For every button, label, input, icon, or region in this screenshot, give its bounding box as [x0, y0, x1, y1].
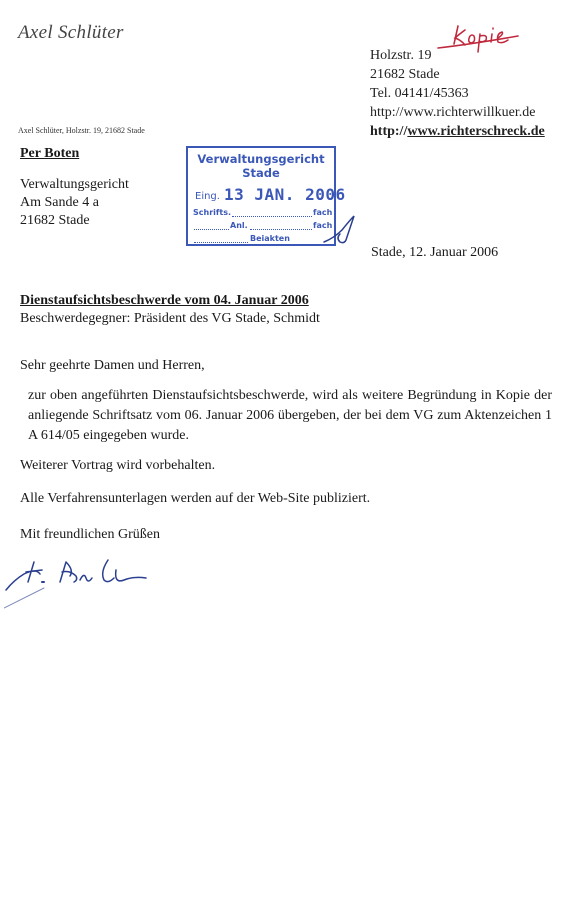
closing-phrase: Mit freundlichen Grüßen [20, 527, 160, 542]
stamp-row3-label: Beiakten [250, 234, 290, 243]
publication-sentence: Alle Verfahrensunterlagen werden auf der Web-Site publiziert. [20, 491, 371, 506]
handwritten-signature [4, 540, 164, 610]
respondent-line: Beschwerdegegner: Präsident des VG Stade, Schmidt [20, 311, 320, 326]
sender-city: 21682 Stade [370, 67, 440, 82]
stamp-city: Stade [242, 166, 280, 180]
sender-name: Axel Schlüter [18, 22, 124, 43]
letter-date: Stade, 12. Januar 2006 [371, 245, 499, 260]
delivery-method: Per Boten [20, 146, 80, 161]
stamp-row1-label: Schrifts. [193, 208, 231, 217]
stamp-row2-suffix: fach [313, 221, 333, 230]
sender-address-block [370, 46, 545, 141]
sender-url-1[interactable]: http://www.richterwillkuer.de [370, 105, 536, 120]
stamp-row2-dots-left [194, 229, 229, 230]
letter-subject: Dienstaufsichtsbeschwerde vom 04. Januar 2006 [20, 293, 309, 308]
court-receipt-stamp [186, 146, 346, 246]
stamp-court-name: Verwaltungsgericht [197, 152, 325, 166]
stamp-received-date: 13 JAN. 2006 [224, 185, 346, 204]
return-address-line: Axel Schlüter, Holzstr. 19, 21682 Stade [18, 126, 145, 135]
stamp-row1-suffix: fach [313, 208, 333, 217]
recipient-city: 21682 Stade [20, 213, 90, 228]
sender-url-2[interactable] [370, 122, 545, 141]
sender-url-2-prefix: http:// [370, 124, 408, 139]
copy-mark-text: Kopie [418, 18, 421, 19]
stamp-row3-dots [194, 242, 248, 243]
recipient-name: Verwaltungsgericht [20, 177, 129, 192]
recipient-address-block [20, 176, 129, 230]
salutation: Sehr geehrte Damen und Herren, [20, 358, 205, 373]
stamp-received-label: Eing. [195, 191, 220, 202]
stamp-row1-dots [232, 216, 312, 217]
body-paragraph: zur oben angeführten Dienstaufsichtsbeschwerde, wird als weitere Begründung in Kopie der anliegende Schriftsatz vom 06. Januar 2006 übergeben, der bei dem VG zum Aktenzeichen 1 A 614/05 eingegeben wurde. [28, 388, 552, 443]
reservation-sentence: Weiterer Vortrag wird vorbehalten. [20, 458, 216, 473]
sender-phone: Tel. 04141/45363 [370, 86, 469, 101]
sender-url-2-link[interactable]: www.richterschreck.de [407, 124, 545, 139]
recipient-street: Am Sande 4 a [20, 195, 99, 210]
sender-street: Holzstr. 19 [370, 48, 432, 63]
stamp-row2-label: Anl. [230, 221, 248, 230]
stamp-initial-mark [320, 212, 360, 248]
stamp-row2-dots-right [250, 229, 312, 230]
